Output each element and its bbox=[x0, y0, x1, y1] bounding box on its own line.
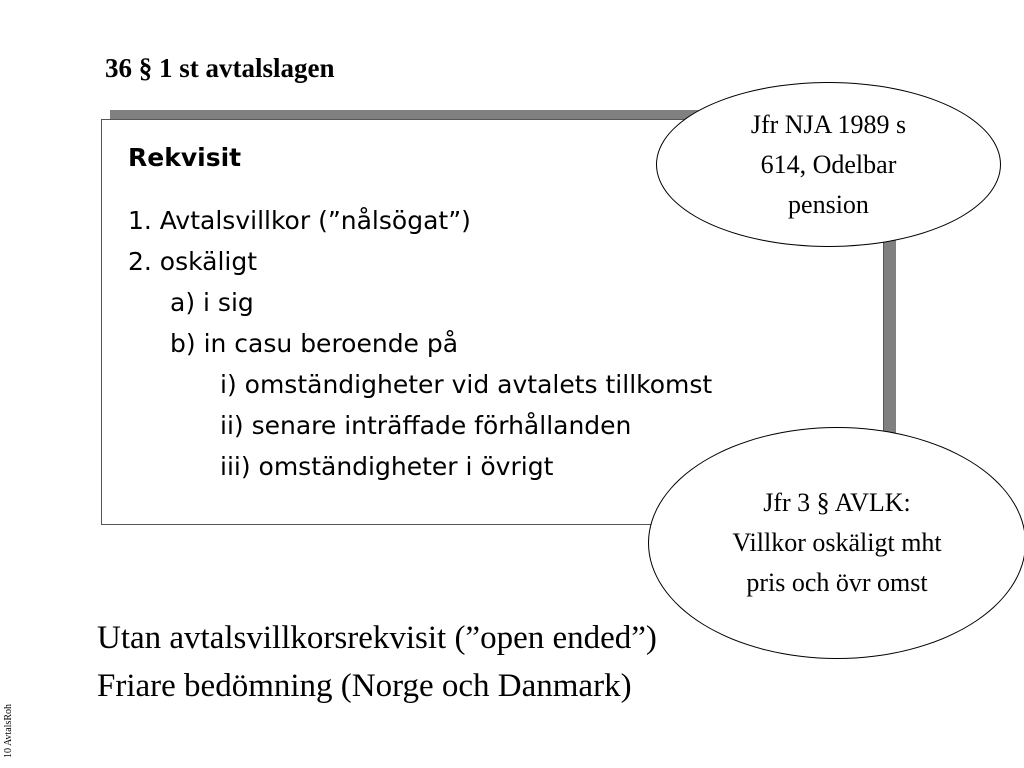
requirement-line: b) in casu beroende på bbox=[170, 329, 459, 358]
callout-line: Jfr 3 § AVLK: bbox=[763, 488, 911, 517]
bottom-note-line: Utan avtalsvillkorsrekvisit (”open ended”) bbox=[97, 620, 657, 656]
callout-nja-ellipse bbox=[656, 82, 1001, 247]
requirement-line: 1. Avtalsvillkor (”nålsögat”) bbox=[128, 206, 471, 235]
slide-title: 36 § 1 st avtalslagen bbox=[105, 53, 335, 83]
slide-side-label: 10 AvtalsRoh bbox=[3, 704, 14, 758]
requirements-content bbox=[128, 140, 712, 487]
requirement-line: i) omständigheter vid avtalets tillkomst bbox=[220, 370, 713, 399]
callout-line: Jfr NJA 1989 s bbox=[750, 109, 907, 139]
callout-avlk-ellipse bbox=[648, 427, 1024, 659]
requirement-line: iii) omständigheter i övrigt bbox=[220, 452, 554, 481]
callout-line: Villkor oskäligt mht bbox=[732, 528, 942, 557]
requirement-line: ii) senare inträffade förhållanden bbox=[220, 411, 632, 440]
callout-line: 614, Odelbar bbox=[760, 149, 897, 179]
callout-line: pension bbox=[788, 189, 869, 219]
requirement-line: a) i sig bbox=[170, 288, 254, 317]
callout-line: pris och övr omst bbox=[746, 568, 928, 597]
requirements-heading: Rekvisit bbox=[128, 143, 242, 172]
requirement-line: 2. oskäligt bbox=[128, 247, 258, 276]
bottom-note-line: Friare bedömning (Norge och Danmark) bbox=[97, 668, 632, 704]
bottom-notes bbox=[97, 614, 657, 710]
